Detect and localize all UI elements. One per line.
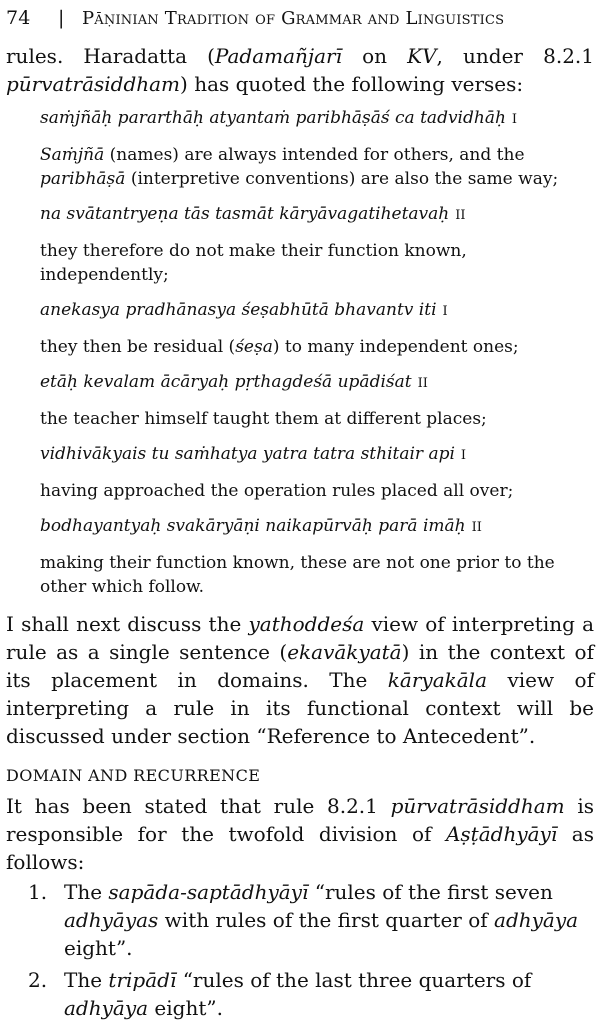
verse-text: anekasya pradhānasya śeṣabhūtā bhavantv iti bbox=[40, 300, 437, 320]
verse-text: saṁjñāḥ pararthāḥ atyantaṁ paribhāṣāś ca tadvidhāḥ bbox=[40, 108, 506, 128]
page-number: 74 bbox=[6, 7, 31, 29]
intro-text-2: on bbox=[341, 44, 408, 68]
para-italic-term: pūrvatrāsiddham bbox=[390, 794, 565, 818]
danda-mark: I bbox=[442, 304, 448, 319]
verse-block bbox=[6, 106, 594, 599]
numbered-list bbox=[6, 878, 594, 1022]
intro-text-1: rules. Haradatta ( bbox=[6, 44, 215, 68]
translation-text: (interpretive conventions) are also the same way; bbox=[125, 169, 559, 189]
translation-text: ) to many independent ones; bbox=[272, 337, 519, 357]
verse-line-5 bbox=[40, 442, 584, 468]
item-italic-term: adhyāya bbox=[494, 908, 579, 932]
translation-text: (names) are always intended for others, and the bbox=[104, 145, 525, 165]
translation-line-3 bbox=[40, 335, 584, 359]
item-text: “rules of the first seven bbox=[308, 880, 553, 904]
translation-line-2: they therefore do not make their function known, independently; bbox=[40, 241, 467, 285]
verse-text: bodhayantyaḥ svakāryāṇi naikapūrvāḥ parā imāḥ bbox=[40, 516, 466, 536]
para-italic-term: ekavākyatā bbox=[287, 640, 402, 664]
item-italic-term: adhyāyas bbox=[64, 908, 159, 932]
intro-italic-rule: pūrvatrāsiddham bbox=[6, 72, 181, 96]
list-item bbox=[28, 878, 594, 962]
verse-text: vidhivākyais tu saṁhatya yatra tatra sthitair api bbox=[40, 444, 455, 464]
para-italic-term: Aṣṭādhyāyī bbox=[445, 822, 558, 846]
para-text: is responsible for the twofold division of bbox=[6, 794, 594, 846]
para-italic-term: kāryakāla bbox=[387, 668, 487, 692]
translation-italic-term: paribhāṣā bbox=[40, 169, 126, 189]
translation-line-6: making their function known, these are not one prior to the other which follow. bbox=[40, 553, 555, 597]
item-text: eight”. bbox=[64, 936, 133, 960]
para-text: view of interpreting a rule in its functional context will be discussed under section “Reference to Antecedent”. bbox=[6, 668, 594, 748]
translation-line-5: having approached the operation rules placed all over; bbox=[40, 481, 514, 501]
item-italic-term: adhyāya bbox=[64, 996, 149, 1020]
intro-italic-kv: KV bbox=[407, 44, 437, 68]
intro-paragraph bbox=[6, 42, 594, 98]
section-paragraph bbox=[6, 792, 594, 876]
section-heading: DOMAIN AND RECURRENCE bbox=[6, 766, 261, 785]
verse-line-6 bbox=[40, 514, 584, 540]
intro-text-4: ) has quoted the following verses: bbox=[180, 72, 524, 96]
translation-line-1 bbox=[40, 143, 584, 191]
verse-text: na svātantryeṇa tās tasmāt kāryāvagatihetavaḥ bbox=[40, 204, 450, 224]
danda-mark: II bbox=[417, 376, 428, 391]
item-text: The bbox=[64, 968, 109, 992]
page-content bbox=[6, 42, 594, 1026]
item-text: “rules of the last three quarters of bbox=[176, 968, 532, 992]
item-text: with rules of the first quarter of bbox=[158, 908, 495, 932]
running-title: Pāṇinian Tradition of Grammar and Linguistics bbox=[82, 8, 505, 29]
danda-mark: II bbox=[455, 208, 466, 223]
intro-text-3: , under 8.2.1 bbox=[436, 44, 594, 68]
list-number: 2. bbox=[28, 968, 48, 992]
verse-line-1 bbox=[40, 106, 584, 132]
verse-text: etāḥ kevalam ācāryaḥ pṛthagdeśā upādiśat bbox=[40, 372, 412, 392]
translation-line-4: the teacher himself taught them at different places; bbox=[40, 409, 487, 429]
para-italic-term: yathoddeśa bbox=[248, 612, 365, 636]
danda-mark: I bbox=[511, 112, 518, 127]
para-text: view of interpreting a rule as a single sentence ( bbox=[6, 612, 594, 664]
translation-text: they then be residual ( bbox=[40, 337, 236, 357]
translation-italic-term: Saṁjñā bbox=[40, 145, 105, 165]
running-header bbox=[6, 6, 576, 30]
intro-italic-padamanjari: Padamañjarī bbox=[214, 44, 342, 68]
danda-mark: I bbox=[460, 448, 467, 463]
item-italic-term: tripādī bbox=[108, 968, 177, 992]
list-number: 1. bbox=[28, 880, 48, 904]
para-text: as follows: bbox=[6, 822, 594, 874]
verse-line-3 bbox=[40, 298, 584, 324]
discussion-paragraph bbox=[6, 610, 594, 750]
header-separator: | bbox=[58, 7, 65, 29]
para-text: ) in the context of its placement in domains. The bbox=[6, 640, 594, 692]
list-item bbox=[28, 966, 594, 1022]
list-item-text bbox=[64, 878, 594, 962]
danda-mark: II bbox=[471, 520, 482, 535]
item-italic-term: sapāda-saptādhyāyī bbox=[108, 880, 309, 904]
list-item-text bbox=[64, 966, 594, 1022]
item-text: The bbox=[64, 880, 109, 904]
verse-line-2 bbox=[40, 202, 584, 228]
para-text: It has been stated that rule 8.2.1 bbox=[6, 794, 391, 818]
para-text: I shall next discuss the bbox=[6, 612, 249, 636]
item-text: eight”. bbox=[148, 996, 223, 1020]
translation-italic-term: śeṣa bbox=[235, 337, 273, 357]
verse-line-4 bbox=[40, 370, 584, 396]
